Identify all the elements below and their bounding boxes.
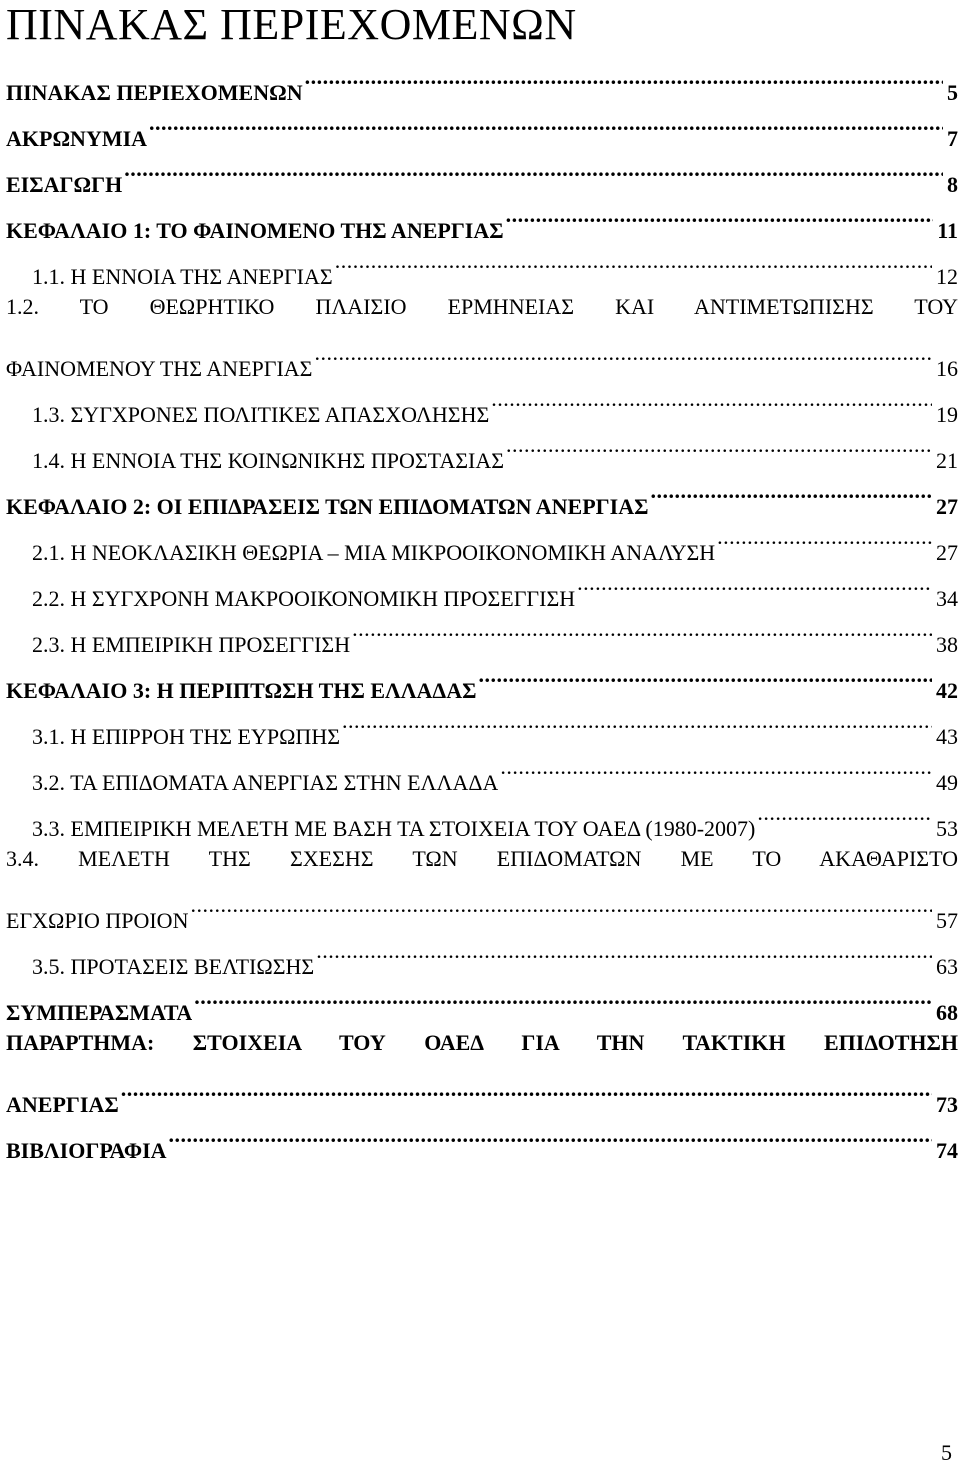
toc-entry-page: 43: [936, 724, 958, 749]
toc-entry-first-line[interactable]: 3.4. ΜΕΛΕΤΗ ΤΗΣ ΣΧΕΣΗΣ ΤΩΝ ΕΠΙΔΟΜΑΤΩΝ ΜΕ ΤΟ ΑΚΑΘΑΡΙΣΤΟ: [6, 846, 958, 871]
toc-entry[interactable]: [6, 54, 958, 105]
toc-entry-page: 11: [937, 218, 958, 243]
dot-leader: [335, 238, 932, 284]
toc-entry-first-line[interactable]: 1.2. ΤΟ ΘΕΩΡΗΤΙΚΟ ΠΛΑΙΣΙΟ ΕΡΜΗΝΕΙΑΣ ΚΑΙ ΑΝΤΙΜΕΤΩΠΙΣΗΣ ΤΟΥ: [6, 294, 958, 319]
toc-entry-label: 1.3. ΣΥΓΧΡΟΝΕΣ ΠΟΛΙΤΙΚΕΣ ΑΠΑΣΧΟΛΗΣΗΣ: [32, 402, 490, 427]
table-of-contents: [6, 54, 958, 1163]
toc-entry-page: 19: [936, 402, 958, 427]
toc-entry-page: 38: [936, 632, 958, 657]
dot-leader: [577, 560, 932, 606]
toc-entry-label: ΚΕΦΑΛΑΙΟ 1: ΤΟ ΦΑΙΝΟΜΕΝΟ ΤΗΣ ΑΝΕΡΓΙΑΣ: [6, 218, 504, 243]
toc-entry[interactable]: [6, 330, 958, 381]
dot-leader: [194, 974, 932, 1020]
dot-leader: [121, 1066, 932, 1112]
toc-entry-page: 63: [936, 954, 958, 979]
toc-entry-label: 3.5. ΠΡΟΤΑΣΕΙΣ ΒΕΛΤΙΩΣΗΣ: [32, 954, 315, 979]
toc-entry-page: 16: [936, 356, 958, 381]
dot-leader: [124, 146, 943, 192]
toc-entry-page: 12: [936, 264, 958, 289]
toc-entry-page: 53: [936, 816, 958, 841]
toc-entry-label: ΚΕΦΑΛΑΙΟ 2: ΟΙ ΕΠΙΔΡΑΣΕΙΣ ΤΩΝ ΕΠΙΔΟΜΑΤΩΝ ΑΝΕΡΓΙΑΣ: [6, 494, 649, 519]
toc-entry-page: 8: [947, 172, 958, 197]
dot-leader: [479, 652, 933, 698]
toc-entry-page: 74: [936, 1138, 958, 1163]
dot-leader: [314, 330, 932, 376]
toc-entry-page: 49: [936, 770, 958, 795]
dot-leader: [506, 192, 934, 238]
toc-entry-label: ΒΙΒΛΙΟΓΡΑΦΙΑ: [6, 1138, 167, 1163]
document-page: [6, 0, 958, 1163]
dot-leader: [717, 514, 932, 560]
toc-entry-page: 68: [936, 1000, 958, 1025]
dot-leader: [506, 422, 932, 468]
toc-entry[interactable]: [6, 1066, 958, 1117]
toc-entry[interactable]: [6, 192, 958, 243]
toc-entry-page: 7: [947, 126, 958, 151]
dot-leader: [190, 882, 932, 928]
dot-leader: [757, 790, 932, 836]
toc-entry-page: 27: [936, 494, 958, 519]
toc-entry-page: 5: [947, 80, 958, 105]
toc-entry-label: ΕΓΧΩΡΙΟ ΠΡΟΙΟΝ: [6, 908, 189, 933]
toc-entry[interactable]: [6, 882, 958, 933]
dot-leader: [500, 744, 932, 790]
dot-leader: [352, 606, 932, 652]
toc-entry-label: 2.1. Η ΝΕΟΚΛΑΣΙΚΗ ΘΕΩΡΙΑ – ΜΙΑ ΜΙΚΡΟΟΙΚΟΝΟΜΙΚΗ ΑΝΑΛΥΣΗ: [32, 540, 716, 565]
toc-entry-label: ΕΙΣΑΓΩΓΗ: [6, 172, 123, 197]
toc-entry-label: 3.2. ΤΑ ΕΠΙΔΟΜΑΤΑ ΑΝΕΡΓΙΑΣ ΣΤΗΝ ΕΛΛΑΔΑ: [32, 770, 499, 795]
toc-entry-label: 3.1. Η ΕΠΙΡΡΟΗ ΤΗΣ ΕΥΡΩΠΗΣ: [32, 724, 341, 749]
toc-entry-label: ΚΕΦΑΛΑΙΟ 3: Η ΠΕΡΙΠΤΩΣΗ ΤΗΣ ΕΛΛΑΔΑΣ: [6, 678, 477, 703]
toc-entry-label: ΦΑΙΝΟΜΕΝΟΥ ΤΗΣ ΑΝΕΡΓΙΑΣ: [6, 356, 313, 381]
dot-leader: [491, 376, 932, 422]
toc-entry-page: 42: [936, 678, 958, 703]
toc-entry-page: 34: [936, 586, 958, 611]
toc-entry-label: ΑΚΡΩΝΥΜΙΑ: [6, 126, 148, 151]
toc-entry-label: 2.3. Η ΕΜΠΕΙΡΙΚΗ ΠΡΟΣΕΓΓΙΣΗ: [32, 632, 351, 657]
toc-entry-label: ΣΥΜΠΕΡΑΣΜΑΤΑ: [6, 1000, 193, 1025]
toc-entry[interactable]: [6, 1112, 958, 1163]
toc-entry-page: 21: [936, 448, 958, 473]
toc-entry[interactable]: [6, 146, 958, 197]
toc-entry-label: 2.2. Η ΣΥΓΧΡΟΝΗ ΜΑΚΡΟΟΙΚΟΝΟΜΙΚΗ ΠΡΟΣΕΓΓΙΣΗ: [32, 586, 576, 611]
dot-leader: [305, 54, 943, 100]
page-number: 5: [941, 1440, 952, 1465]
page-title: ΠΙΝΑΚΑΣ ΠΕΡΙΕΧΟΜΕΝΩΝ: [6, 0, 577, 49]
dot-leader: [342, 698, 932, 744]
toc-entry-page: 27: [936, 540, 958, 565]
toc-entry-label: 3.3. ΕΜΠΕΙΡΙΚΗ ΜΕΛΕΤΗ ΜΕ ΒΑΣΗ ΤΑ ΣΤΟΙΧΕΙΑ ΤΟΥ ΟΑΕΔ (1980-2007): [32, 816, 756, 841]
toc-entry-label: 1.4. Η ΕΝΝΟΙΑ ΤΗΣ ΚΟΙΝΩΝΙΚΗΣ ΠΡΟΣΤΑΣΙΑΣ: [32, 448, 505, 473]
toc-entry[interactable]: [6, 100, 958, 151]
toc-entry-label: ΠΙΝΑΚΑΣ ΠΕΡΙΕΧΟΜΕΝΩΝ: [6, 80, 303, 105]
toc-entry-first-line[interactable]: ΠΑΡΑΡΤΗΜΑ: ΣΤΟΙΧΕΙΑ ΤΟΥ ΟΑΕΔ ΓΙΑ ΤΗΝ ΤΑΚΤΙΚΗ ΕΠΙΔΟΤΗΣΗ: [6, 1030, 958, 1055]
toc-entry-label: ΑΝΕΡΓΙΑΣ: [6, 1092, 119, 1117]
toc-entry-page: 57: [936, 908, 958, 933]
dot-leader: [169, 1112, 932, 1158]
dot-leader: [316, 928, 932, 974]
toc-entry-label: 1.1. Η ΕΝΝΟΙΑ ΤΗΣ ΑΝΕΡΓΙΑΣ: [32, 264, 333, 289]
dot-leader: [650, 468, 932, 514]
toc-entry-page: 73: [936, 1092, 958, 1117]
dot-leader: [149, 100, 943, 146]
